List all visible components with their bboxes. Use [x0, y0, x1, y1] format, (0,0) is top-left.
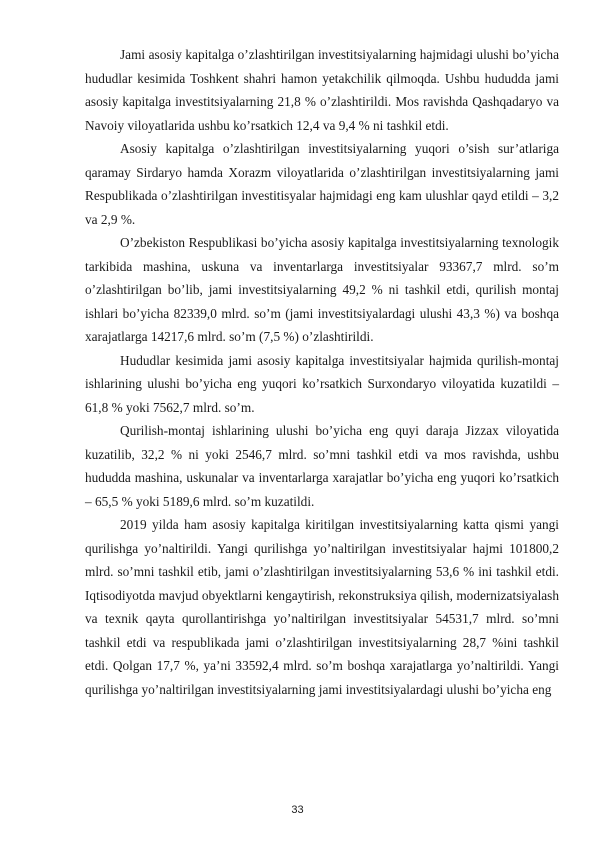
- paragraph-5: Qurilish-montaj ishlarining ulushi bo’yicha eng quyi daraja Jizzax viloyatida kuzatilib, 32,2 % ni yoki 2546,7 mlrd. so’mni tashkil etdi va mos ravishda, ushbu hududda mashina, uskunalar va inventarlarga xarajatlar bo’yicha eng yuqori ko’rsatkich – 65,5 % yoki 5189,6 mlrd. so’m kuzatildi.: [85, 423, 559, 509]
- page-number: 33: [291, 804, 304, 816]
- paragraph-1: Jami asosiy kapitalga o’zlashtirilgan investitsiyalarning hajmidagi ulushi bo’yicha hududlar kesimida Toshkent shahri hamon yetakchilik qilmoqda. Ushbu hududda jami asosiy kapitalga investitsiyalarning 21,8 % o’zlashtirildi. Mos ravishda Qashqadaryo va Navoiy viloyatlarida ushbu ko’rsatkich 12,4 va 9,4 % ni tashkil etdi.: [85, 47, 559, 133]
- paragraph-6: 2019 yilda ham asosiy kapitalga kiritilgan investitsiyalarning katta qismi yangi qurilishga yo’naltirildi. Yangi qurilishga yo’naltirilgan investitsiyalar hajmi 101800,2 mlrd. so’mni tashkil etib, jami o’zlashtirilgan investitsiyalarning 53,6 % ini tashkil etdi. Iqtisodiyotda mavjud obyektlarni kengaytirish, rekonstruksiya qilish, modernizatsiyalash va texnik qayta qurollantirishga yo’naltirilgan investitsiyalar 54531,7 mlrd. so’mni tashkil etdi va respublikada jami o’zlashtirilgan investitsiyalarning 28,7 %ini tashkil etdi. Qolgan 17,7 %, ya’ni 33592,4 mlrd. so’m boshqa xarajatlarga yo’naltirildi. Yangi qurilishga yo’naltirilgan investitsiyalarning jami investitsiyalardagi ulushi bo’yicha eng: [85, 517, 559, 697]
- paragraph-3: O’zbekiston Respublikasi bo’yicha asosiy kapitalga investitsiyalarning texnologik tarkibida mashina, uskuna va inventarlarga investitsiyalar 93367,7 mlrd. so’m o’zlashtirilgan bo’lib, jami investitsiyalarning 49,2 % ni tashkil etdi, qurilish montaj ishlari bo’yicha 82339,0 mlrd. so’m (jami investitsiyalardagi ulushi 43,3 %) va boshqa xarajatlarga 14217,6 mlrd. so’m (7,5 %) o’zlashtirildi.: [85, 235, 559, 344]
- paragraph-2: Asosiy kapitalga o’zlashtirilgan investitsiyalarning yuqori o’sish sur’atlariga qaramay Sirdaryo hamda Xorazm viloyatlarida o’zlashtirilgan investitsiyalarning jami Respublikada o’zlashtirilgan investitisyalar hajmidagi eng kam ulushlar qayd etildi – 3,2 va 2,9 %.: [85, 141, 559, 227]
- paragraph-4: Hududlar kesimida jami asosiy kapitalga investitsiyalar hajmida qurilish-montaj ishlarining ulushi bo’yicha eng yuqori ko’rsatkich Surxondaryo viloyatida kuzatildi – 61,8 % yoki 7562,7 mlrd. so’m.: [85, 352, 559, 415]
